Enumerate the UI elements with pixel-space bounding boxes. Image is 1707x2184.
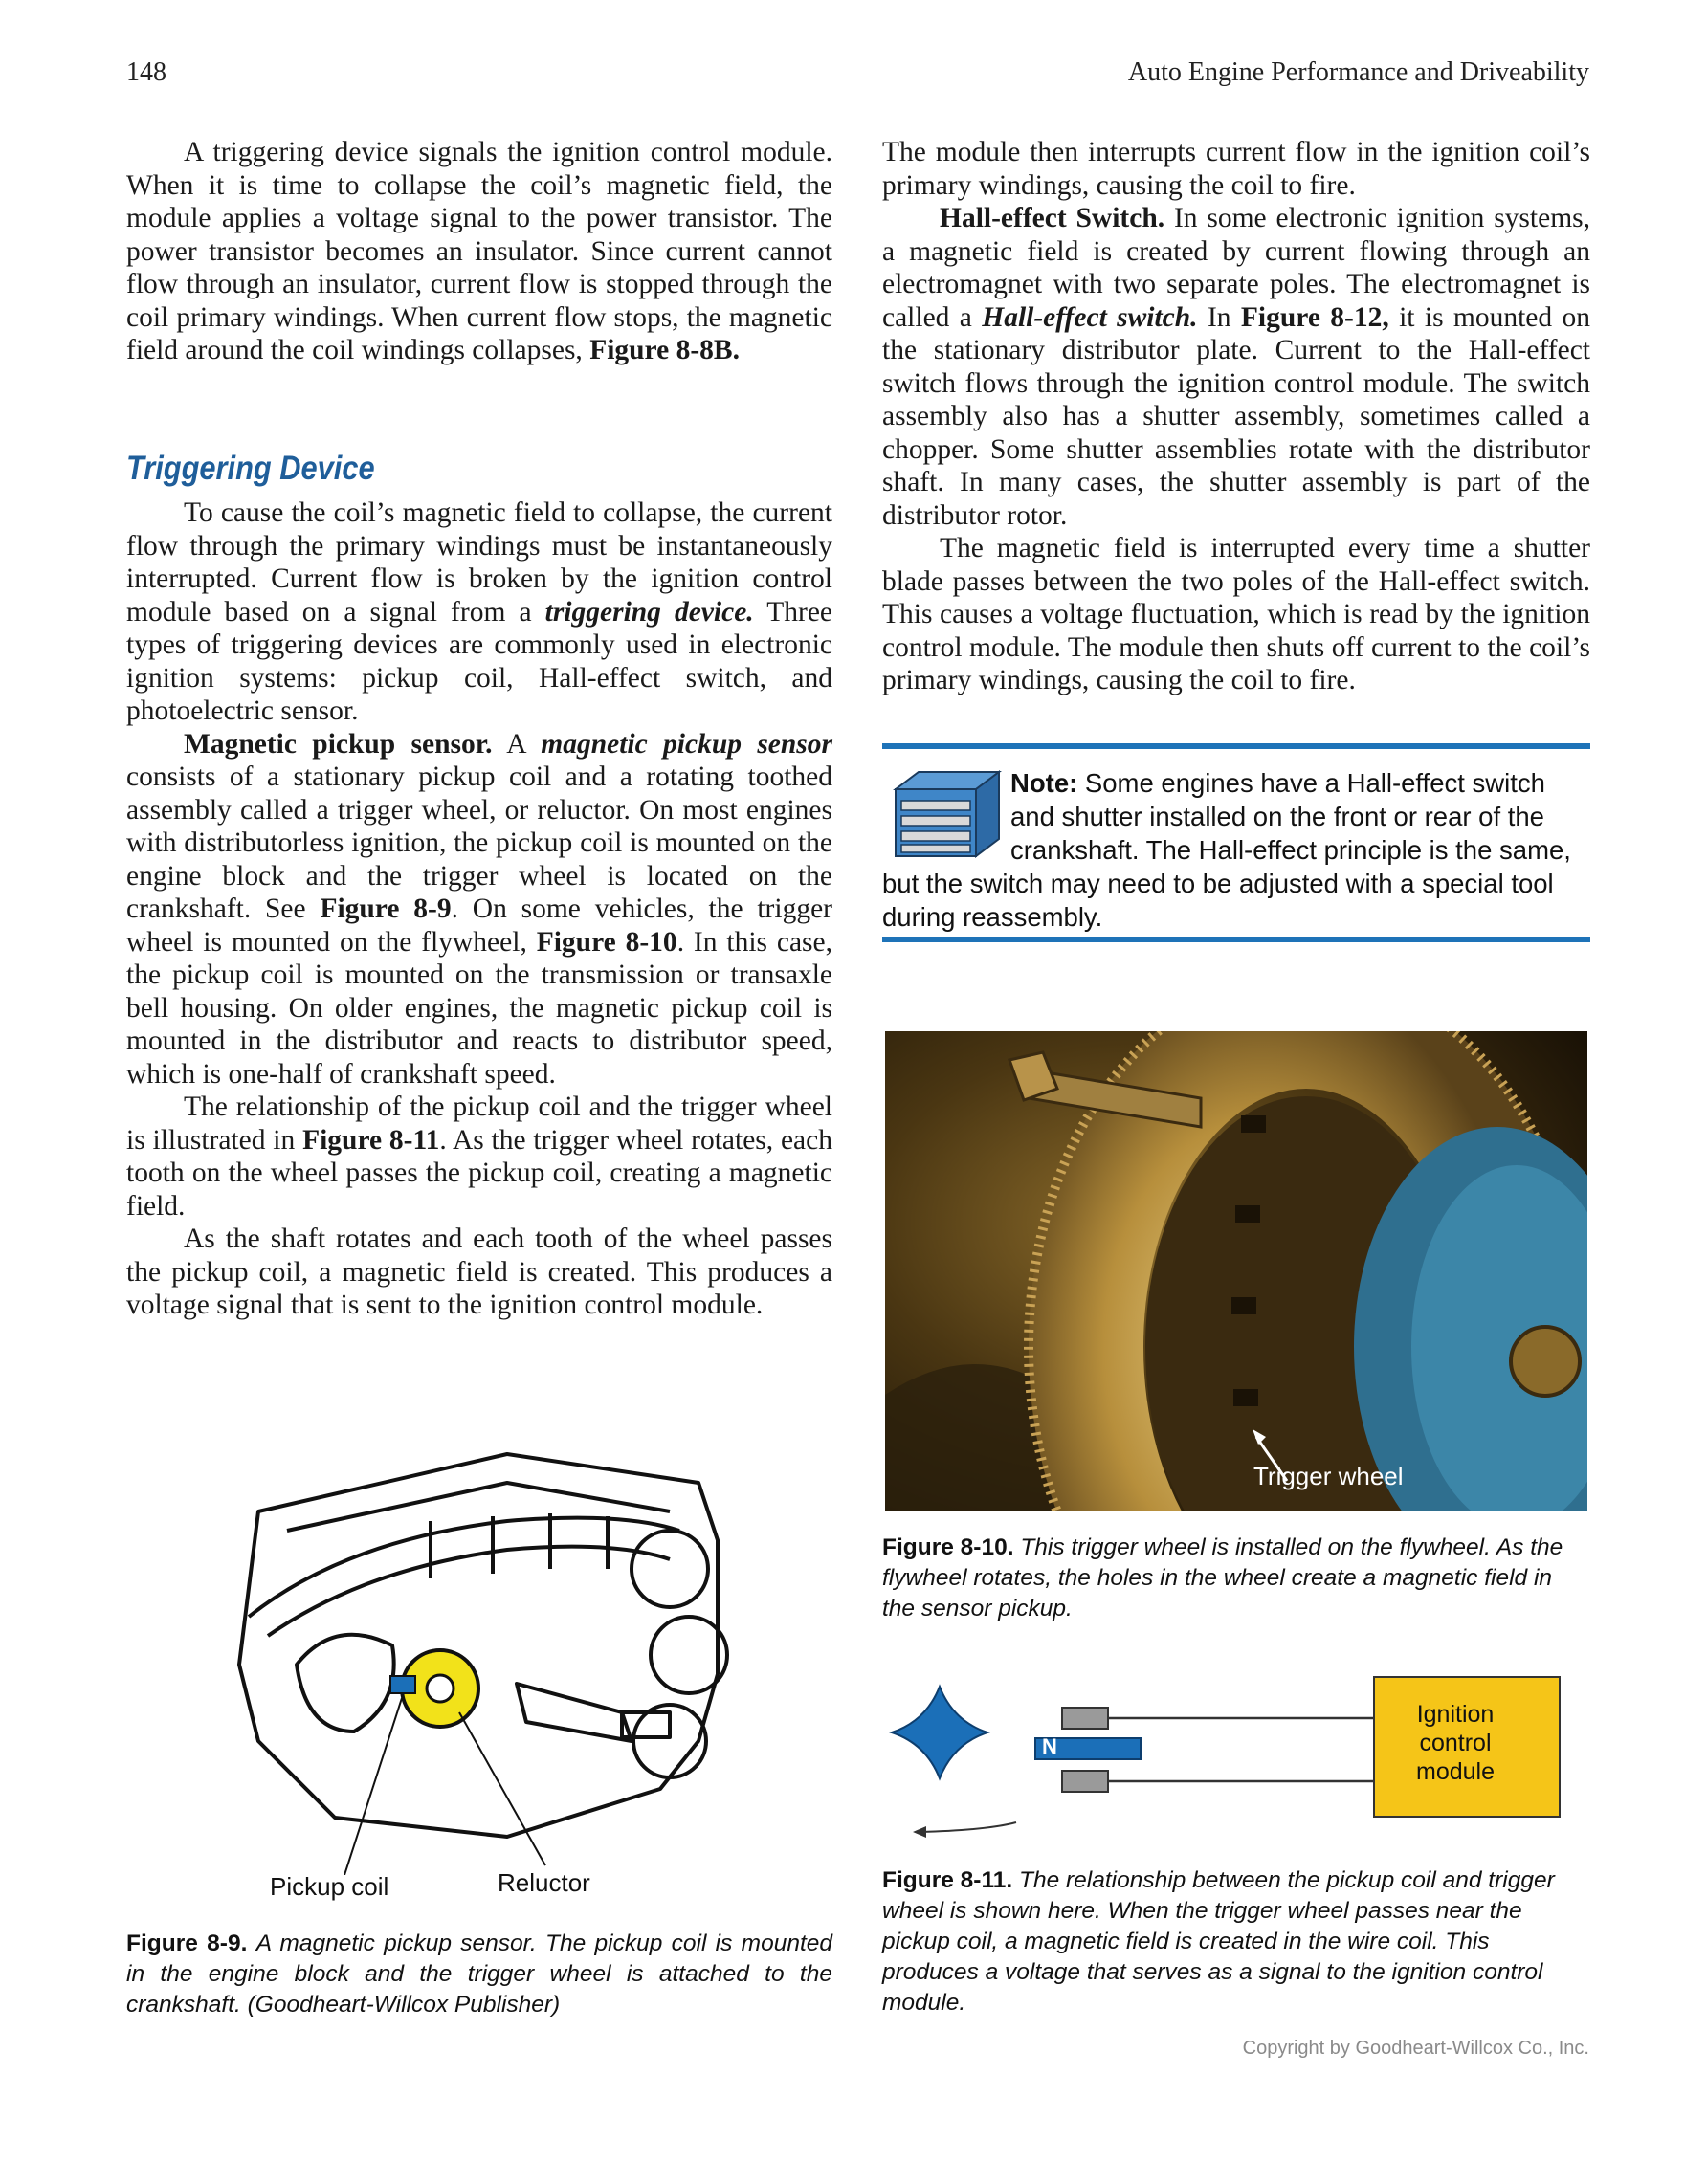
engine-block-outline (239, 1454, 718, 1837)
copyright-footer: Copyright by Goodheart-Willcox Co., Inc. (1242, 2038, 1589, 2059)
figure-8-9-caption (126, 1929, 832, 2020)
reluctor-label: Reluctor (498, 1868, 590, 1897)
text: In (1207, 301, 1231, 333)
figure-ref: Figure 8-10 (536, 926, 677, 958)
text: . As the trigger wheel rotates, each tooth on the wheel passes the pickup coil, creating a magnetic field. (126, 1124, 832, 1222)
coil-pole-top (1062, 1708, 1108, 1729)
trigger-wheel-label: Trigger wheel (1253, 1462, 1404, 1490)
left-column-body (126, 496, 832, 1322)
run-in-heading: Magnetic pickup sensor. (184, 728, 493, 760)
figure-number: Figure 8-10. (882, 1534, 1014, 1560)
caption-text: The relationship between the pickup coil and trigger wheel is shown here. When the trigger wheel passes near the pickup coil, a magnetic field is created in the wire coil. This produces a voltage that serves as a signal to the ignition control module. (882, 1867, 1555, 2016)
paragraph (882, 202, 1590, 532)
note-body: Some engines have a Hall-effect switch and shutter installed on the front or rear of the crankshaft. The Hall-effect principle is the same, but the switch may need to be adjusted with a special tool during reassembly. (882, 768, 1571, 932)
pole-n-label: N (1042, 1734, 1057, 1758)
paragraph: The module then interrupts current flow in the ignition coil’s primary windings, causing the coil to fire. (882, 137, 1590, 201)
page-number: 148 (126, 57, 166, 87)
paragraph (126, 728, 832, 1092)
trigger-wheel-shape (892, 1687, 987, 1778)
coil-pole-bottom (1062, 1771, 1108, 1792)
figure-ref: Figure 8-8B. (589, 335, 740, 365)
ignition-module-label: Ignition control module (1416, 1701, 1495, 1785)
figure-ref: Figure 8-9 (320, 893, 452, 924)
note-label: Note: (1010, 768, 1078, 798)
caption-text: A magnetic pickup sensor. The pickup coil is mounted in the engine block and the trigger wheel is attached to the crankshaft. (Goodheart-Willcox Publisher) (126, 1930, 833, 2018)
flywheel-photo (885, 1031, 1587, 1511)
rotation-arrow (920, 1822, 1016, 1832)
text: To cause the coil’s magnetic field to collapse, the current flow through the primary windings must be instantaneously interrupted. Current flow is broken by the ignition control module based on a signal from a (126, 497, 832, 628)
text: . In this case, the pickup coil is mounted on the transmission or transaxle bell housing. On older engines, the magnetic pickup coil is mounted in the distributor and reacts to distributor speed, which is one-half of crankshaft speed. (126, 926, 833, 1090)
pickup-coil-part (390, 1676, 415, 1693)
figure-8-10-caption (882, 1533, 1590, 1624)
figure-number: Figure 8-9. (126, 1930, 248, 1956)
engine-illustration (220, 1425, 756, 1875)
paragraph (126, 496, 832, 728)
text: Three types of triggering devices are commonly used in electronic ignition systems: pickup coil, Hall-effect switch, and photoelectric sensor. (126, 596, 833, 726)
key-term: Hall-effect switch. (982, 301, 1198, 333)
text: consists of a stationary pickup coil and a rotating toothed assembly called a trigger wheel, or reluctor. On most engines with distributorless ignition, the pickup coil is mounted on the engine block and the trigger wheel is located on the crankshaft. See (126, 761, 832, 924)
figure-ref: Figure 8-11 (302, 1124, 440, 1156)
figure-8-11-caption (882, 1865, 1590, 2019)
figure-number: Figure 8-11. (882, 1867, 1013, 1893)
right-column-body (882, 136, 1590, 697)
key-term: triggering device. (544, 596, 754, 628)
pickup-coil-label: Pickup coil (270, 1872, 389, 1901)
text: . On some vehicles, the trigger wheel is mounted on the flywheel, (126, 893, 832, 958)
caption-text: This trigger wheel is installed on the flywheel. As the flywheel rotates, the holes in the wheel create a magnetic field in the sensor pickup. (882, 1534, 1563, 1621)
paragraph (126, 136, 832, 367)
run-in-heading: Hall-effect Switch. (940, 203, 1165, 233)
section-heading: Triggering Device (126, 450, 375, 487)
note-box (882, 743, 1590, 942)
text: A (506, 728, 525, 760)
text: A triggering device signals the ignition control module. When it is time to collapse the coil’s magnetic field, the module applies a voltage signal to the power transistor. The power transistor becomes an insulator. Since current cannot flow through an insulator, current flow is stopped through the coil primary windings. When current flow stops, the magnetic field around the coil windings collapses, (126, 137, 832, 365)
paragraph: The magnetic field is interrupted every time a shutter blade passes between the two poles of the Hall-effect switch. This causes a voltage fluctuation, which is read by the ignition control module. The module then shuts off current to the coil’s primary windings, causing the coil to fire. (882, 533, 1590, 695)
key-term: magnetic pickup sensor (541, 728, 833, 760)
figure-ref: Figure 8-12, (1240, 301, 1389, 333)
text: In some electronic ignition systems, a magnetic field is created by current flowing through an electromagnet with two separate poles. The electromagnet is called a (882, 203, 1591, 333)
running-header: Auto Engine Performance and Driveability (1127, 57, 1589, 87)
text: The relationship of the pickup coil and the trigger wheel is illustrated in (126, 1092, 832, 1156)
paragraph (126, 1091, 832, 1223)
paragraph: As the shaft rotates and each tooth of the wheel passes the pickup coil, a magnetic field is created. This produces a voltage signal that is sent to the ignition control module. (126, 1224, 832, 1320)
left-column-top (126, 136, 832, 367)
note-text (882, 766, 1590, 934)
flywheel-photo-art (885, 1031, 1587, 1511)
text: it is mounted on the stationary distributor plate. Current to the Hall-effect switch flows through the ignition control module. The switch assembly also has a shutter assembly, sometimes called a chopper. Some shutter assemblies rotate with the distributor shaft. In many cases, the shutter assembly is part of the distributor rotor. (882, 301, 1591, 531)
pole-s-label: S (989, 1734, 1004, 1758)
